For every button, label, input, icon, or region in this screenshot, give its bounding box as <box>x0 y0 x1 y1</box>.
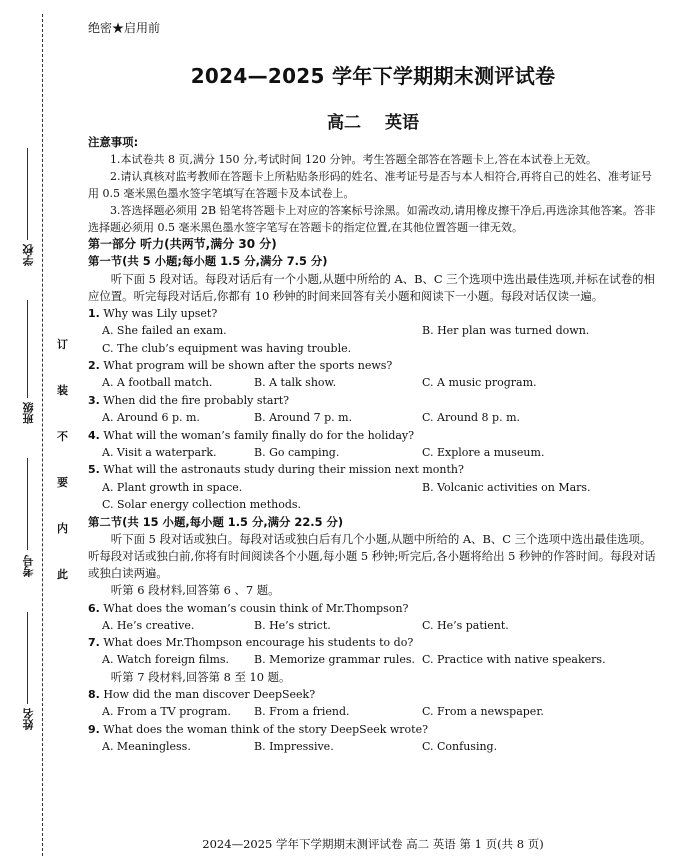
question-text: Why was Lily upset? <box>103 307 218 321</box>
option-row <box>88 703 658 721</box>
question <box>88 305 658 322</box>
question-text: What program will be shown after the sports news? <box>103 359 393 373</box>
question <box>88 392 658 409</box>
option-b: B. Volcanic activities on Mars. <box>422 480 591 494</box>
subject-heading <box>88 108 658 133</box>
option-b: B. Around 7 p. m. <box>254 411 353 425</box>
section1-heading: 第一节(共 5 小题;每小题 1.5 分,满分 7.5 分) <box>88 254 328 269</box>
question-number: 1. <box>88 307 100 321</box>
subject-label: 英语 <box>385 113 419 133</box>
notes-heading: 注意事项: <box>88 135 139 149</box>
option-a: A. Around 6 p. m. <box>102 411 200 425</box>
note-item: 1.本试卷共 8 页,满分 150 分,考试时间 120 分钟。考生答题全部答在答题卡上,答在本试卷上无效。 <box>110 153 597 167</box>
material-note: 听第 6 段材料,回答第 6 、7 题。 <box>110 583 280 598</box>
class-label: 班级 <box>22 402 35 424</box>
option-row <box>88 738 658 756</box>
question-number: 9. <box>88 722 100 736</box>
option-a: A. She failed an exam. <box>102 324 227 338</box>
school-write-line <box>27 148 28 240</box>
question-number: 3. <box>88 393 100 407</box>
option-a: A. From a TV program. <box>102 705 231 719</box>
option-c: C. From a newspaper. <box>422 705 544 719</box>
option-b: B. A talk show. <box>254 376 337 390</box>
option-a: A. Visit a waterpark. <box>102 445 217 459</box>
question-text: What does Mr.Thompson encourage his students to do? <box>103 636 414 650</box>
question <box>88 427 658 444</box>
name-write-line <box>27 612 28 704</box>
option-row <box>88 444 658 462</box>
option-a: A. A football match. <box>102 376 213 390</box>
option-b: B. He’s strict. <box>254 618 331 632</box>
question-number: 5. <box>88 463 100 477</box>
question-text: What does the woman’s cousin think of Mr.Thompson? <box>103 601 409 615</box>
option-a: A. Watch foreign films. <box>102 653 230 667</box>
question <box>88 461 658 478</box>
option-row <box>88 322 658 340</box>
confidential-mark: 绝密★启用前 <box>88 21 161 35</box>
option-b: B. Impressive. <box>254 740 334 754</box>
exam-content <box>88 134 658 756</box>
material-note: 听第 7 段材料,回答第 8 至 10 题。 <box>110 669 291 684</box>
option-a: A. He’s creative. <box>102 618 195 632</box>
question-number: 8. <box>88 688 100 702</box>
school-label: 学校 <box>22 244 35 266</box>
grade-label: 高二 <box>327 113 361 133</box>
part1-heading: 第一部分 听力(共两节,满分 30 分) <box>88 237 277 252</box>
question-number: 6. <box>88 601 100 615</box>
option-row <box>88 617 658 635</box>
option-c: C. Around 8 p. m. <box>422 411 521 425</box>
question-text: What will the woman’s family finally do for the holiday? <box>103 428 415 442</box>
question-text: What does the woman think of the story DeepSeek wrote? <box>103 722 428 736</box>
question-text: When did the fire probably start? <box>103 393 290 407</box>
option-row <box>88 496 658 514</box>
section1-instructions: 听下面 5 段对话。每段对话后有一个小题,从题中所给的 A、B、C 三个选项中选出最佳选项,并标在试卷的相应位置。听完每段对话后,你都有 10 秒钟的时间来回答有关小题和阅读下一小题。每段对话仅读一遍。 <box>88 271 655 303</box>
exam-no-write-line <box>27 458 28 550</box>
question-text: How did the man discover DeepSeek? <box>103 688 316 702</box>
seal-char: 装 <box>57 384 68 397</box>
note-item: 2.请认真核对监考教师在答题卡上所粘贴条形码的姓名、准考证号是否与本人相符合,再将自己的姓名、准考证号用 0.5 毫米黑色墨水签字笔填写在答题卡及本试卷上。 <box>88 170 652 201</box>
question <box>88 600 658 617</box>
question-number: 2. <box>88 359 100 373</box>
binding-margin <box>0 0 78 864</box>
class-write-line <box>27 300 28 398</box>
option-c: C. A music program. <box>422 376 537 390</box>
option-a: A. Plant growth in space. <box>102 480 243 494</box>
note-item: 3.答选择题必须用 2B 铅笔将答题卡上对应的答案标号涂黑。如需改动,请用橡皮擦干净后,再选涂其他答案。答非选择题必须用 0.5 毫米黑色墨水签字笔写在答题卡的指定位置,在其他位置答题一律无效。 <box>88 204 656 235</box>
option-c: C. Explore a museum. <box>422 445 545 459</box>
option-c: C. Solar energy collection methods. <box>102 498 302 512</box>
page-footer: 2024—2025 学年下学期期末测评试卷 高二 英语 第 1 页(共 8 页) <box>202 837 544 851</box>
option-row <box>88 479 658 497</box>
option-a: A. Meaningless. <box>102 740 191 754</box>
option-b: B. Go camping. <box>254 445 340 459</box>
question <box>88 686 658 703</box>
exam-no-label: 考号 <box>22 555 35 577</box>
option-c: C. The club’s equipment was having trouble. <box>102 341 352 355</box>
option-c: C. Practice with native speakers. <box>422 653 606 667</box>
question-number: 4. <box>88 428 100 442</box>
name-label: 姓名 <box>22 708 35 730</box>
option-b: B. Her plan was turned down. <box>422 324 590 338</box>
option-c: C. He’s patient. <box>422 618 509 632</box>
section2-heading: 第二节(共 15 小题,每小题 1.5 分,满分 22.5 分) <box>88 514 344 529</box>
seal-char: 此 <box>57 568 68 581</box>
seal-char: 订 <box>57 338 68 351</box>
option-row <box>88 340 658 358</box>
option-b: B. From a friend. <box>254 705 350 719</box>
option-row <box>88 374 658 392</box>
question <box>88 357 658 374</box>
option-row <box>88 409 658 427</box>
option-row <box>88 651 658 669</box>
question-number: 7. <box>88 636 100 650</box>
option-c: C. Confusing. <box>422 740 498 754</box>
question <box>88 634 658 651</box>
question <box>88 721 658 738</box>
seal-char: 要 <box>57 476 68 489</box>
section2-instructions: 听下面 5 段对话或独白。每段对话或独白后有几个小题,从题中所给的 A、B、C 三个选项中选出最佳选项。听每段对话或独白前,你将有时间阅读各个小题,每小题 5 秒钟;听完后,各小题将给出 5 秒钟的作答时间。每段对话或独白读两遍。 <box>88 531 656 581</box>
seal-char: 内 <box>57 522 68 535</box>
question-text: What will the astronauts study during their mission next month? <box>103 463 464 477</box>
seal-char: 不 <box>57 430 68 443</box>
binding-dashed-line <box>42 14 43 856</box>
option-b: B. Memorize grammar rules. <box>254 653 416 667</box>
exam-title: 2024—2025 学年下学期期末测评试卷 <box>190 64 556 88</box>
